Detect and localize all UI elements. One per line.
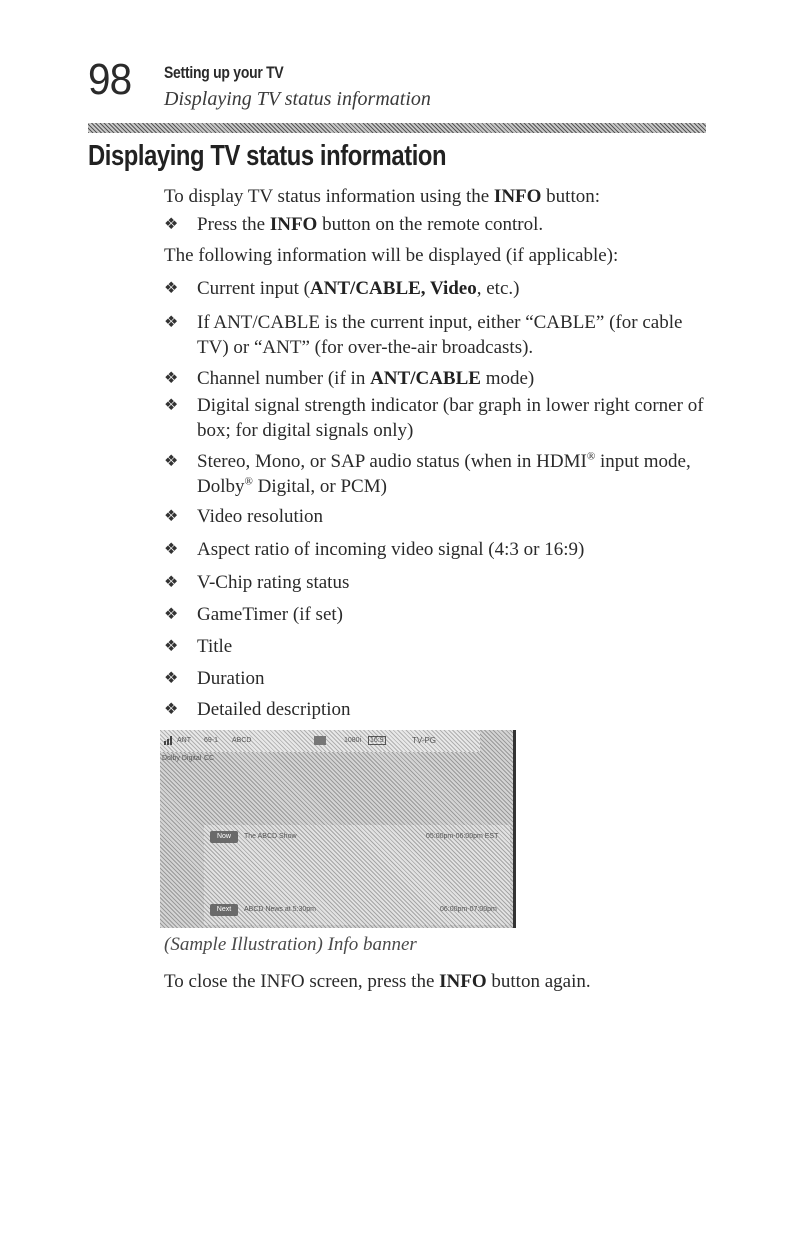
step-item: ❖ Press the INFO button on the remote control.: [164, 214, 544, 235]
now-title: The ABCD Show: [244, 833, 297, 840]
signal-icon: [164, 736, 174, 745]
header-rule: [88, 123, 706, 133]
next-title: ABCD News at 5:30pm: [244, 906, 316, 913]
bullet-icon: ❖: [164, 453, 179, 470]
next-label: Next: [210, 904, 238, 916]
closing-paragraph: To close the INFO screen, press the INFO button again.: [164, 971, 591, 992]
bullet-icon: ❖: [164, 606, 179, 623]
page-number: 98: [88, 55, 132, 104]
bullet-icon: ❖: [164, 670, 179, 687]
stereo-icon: [314, 736, 326, 745]
bullet-icon: ❖: [164, 370, 179, 387]
intro-paragraph: To display TV status information using the INFO button:: [164, 186, 601, 207]
banner-channel: 69-1: [204, 737, 219, 744]
list-item: ❖ Stereo, Mono, or SAP audio status (when in HDMI® input mode, Dolby® Digital, or PCM): [164, 450, 691, 497]
list-item: ❖ Title: [164, 636, 233, 657]
list-item: ❖ Video resolution: [164, 506, 324, 527]
bullet-icon: ❖: [164, 701, 179, 718]
banner-aspect: 16:9: [370, 737, 384, 744]
list-item: ❖ Channel number (if in ANT/CABLE mode): [164, 368, 535, 389]
now-label: Now: [210, 831, 238, 843]
banner-station: ABCD: [232, 737, 252, 744]
running-head-section: Setting up your TV: [164, 63, 284, 82]
list-item: ❖ Current input (ANT/CABLE, Video, etc.): [164, 278, 520, 299]
bullet-icon: ❖: [164, 574, 179, 591]
section-heading: Displaying TV status information: [88, 140, 447, 172]
figure-caption: (Sample Illustration) Info banner: [164, 934, 417, 955]
bullet-icon: ❖: [164, 638, 179, 655]
bullet-icon: ❖: [164, 508, 179, 525]
banner-rating: TV-PG: [412, 736, 437, 745]
bullet-icon: ❖: [164, 314, 179, 331]
list-item: ❖ Detailed description: [164, 699, 351, 720]
list-item: ❖ V-Chip rating status: [164, 572, 350, 593]
banner-cc: CC: [204, 755, 215, 762]
next-time: 06:00pm-07:00pm: [440, 906, 497, 913]
list-item: ❖ Duration: [164, 668, 265, 689]
list-item: ❖ Aspect ratio of incoming video signal (4:3 or 16:9): [164, 539, 585, 560]
now-time: 05:00pm-06:00pm EST: [426, 833, 499, 840]
banner-audio: Dolby Digital: [162, 755, 202, 762]
bullet-icon: ❖: [164, 541, 179, 558]
info-banner-illustration: [160, 730, 516, 928]
banner-status-bar: [160, 730, 480, 752]
list-intro: The following information will be displayed (if applicable):: [164, 245, 619, 266]
running-head-topic: Displaying TV status information: [164, 88, 431, 110]
list-item: ❖ GameTimer (if set): [164, 604, 343, 625]
list-item: ❖ If ANT/CABLE is the current input, either “CABLE” (for cable TV) or “ANT” (for over-the-air broadcasts).: [164, 312, 683, 358]
banner-resolution: 1080i: [344, 737, 362, 744]
list-item: ❖ Digital signal strength indicator (bar graph in lower right corner of box; for digital signals only): [164, 395, 704, 441]
bullet-icon: ❖: [164, 216, 179, 233]
bullet-icon: ❖: [164, 280, 179, 297]
banner-input: ANT: [177, 737, 191, 744]
bullet-icon: ❖: [164, 397, 179, 414]
program-info-box: [204, 825, 510, 925]
